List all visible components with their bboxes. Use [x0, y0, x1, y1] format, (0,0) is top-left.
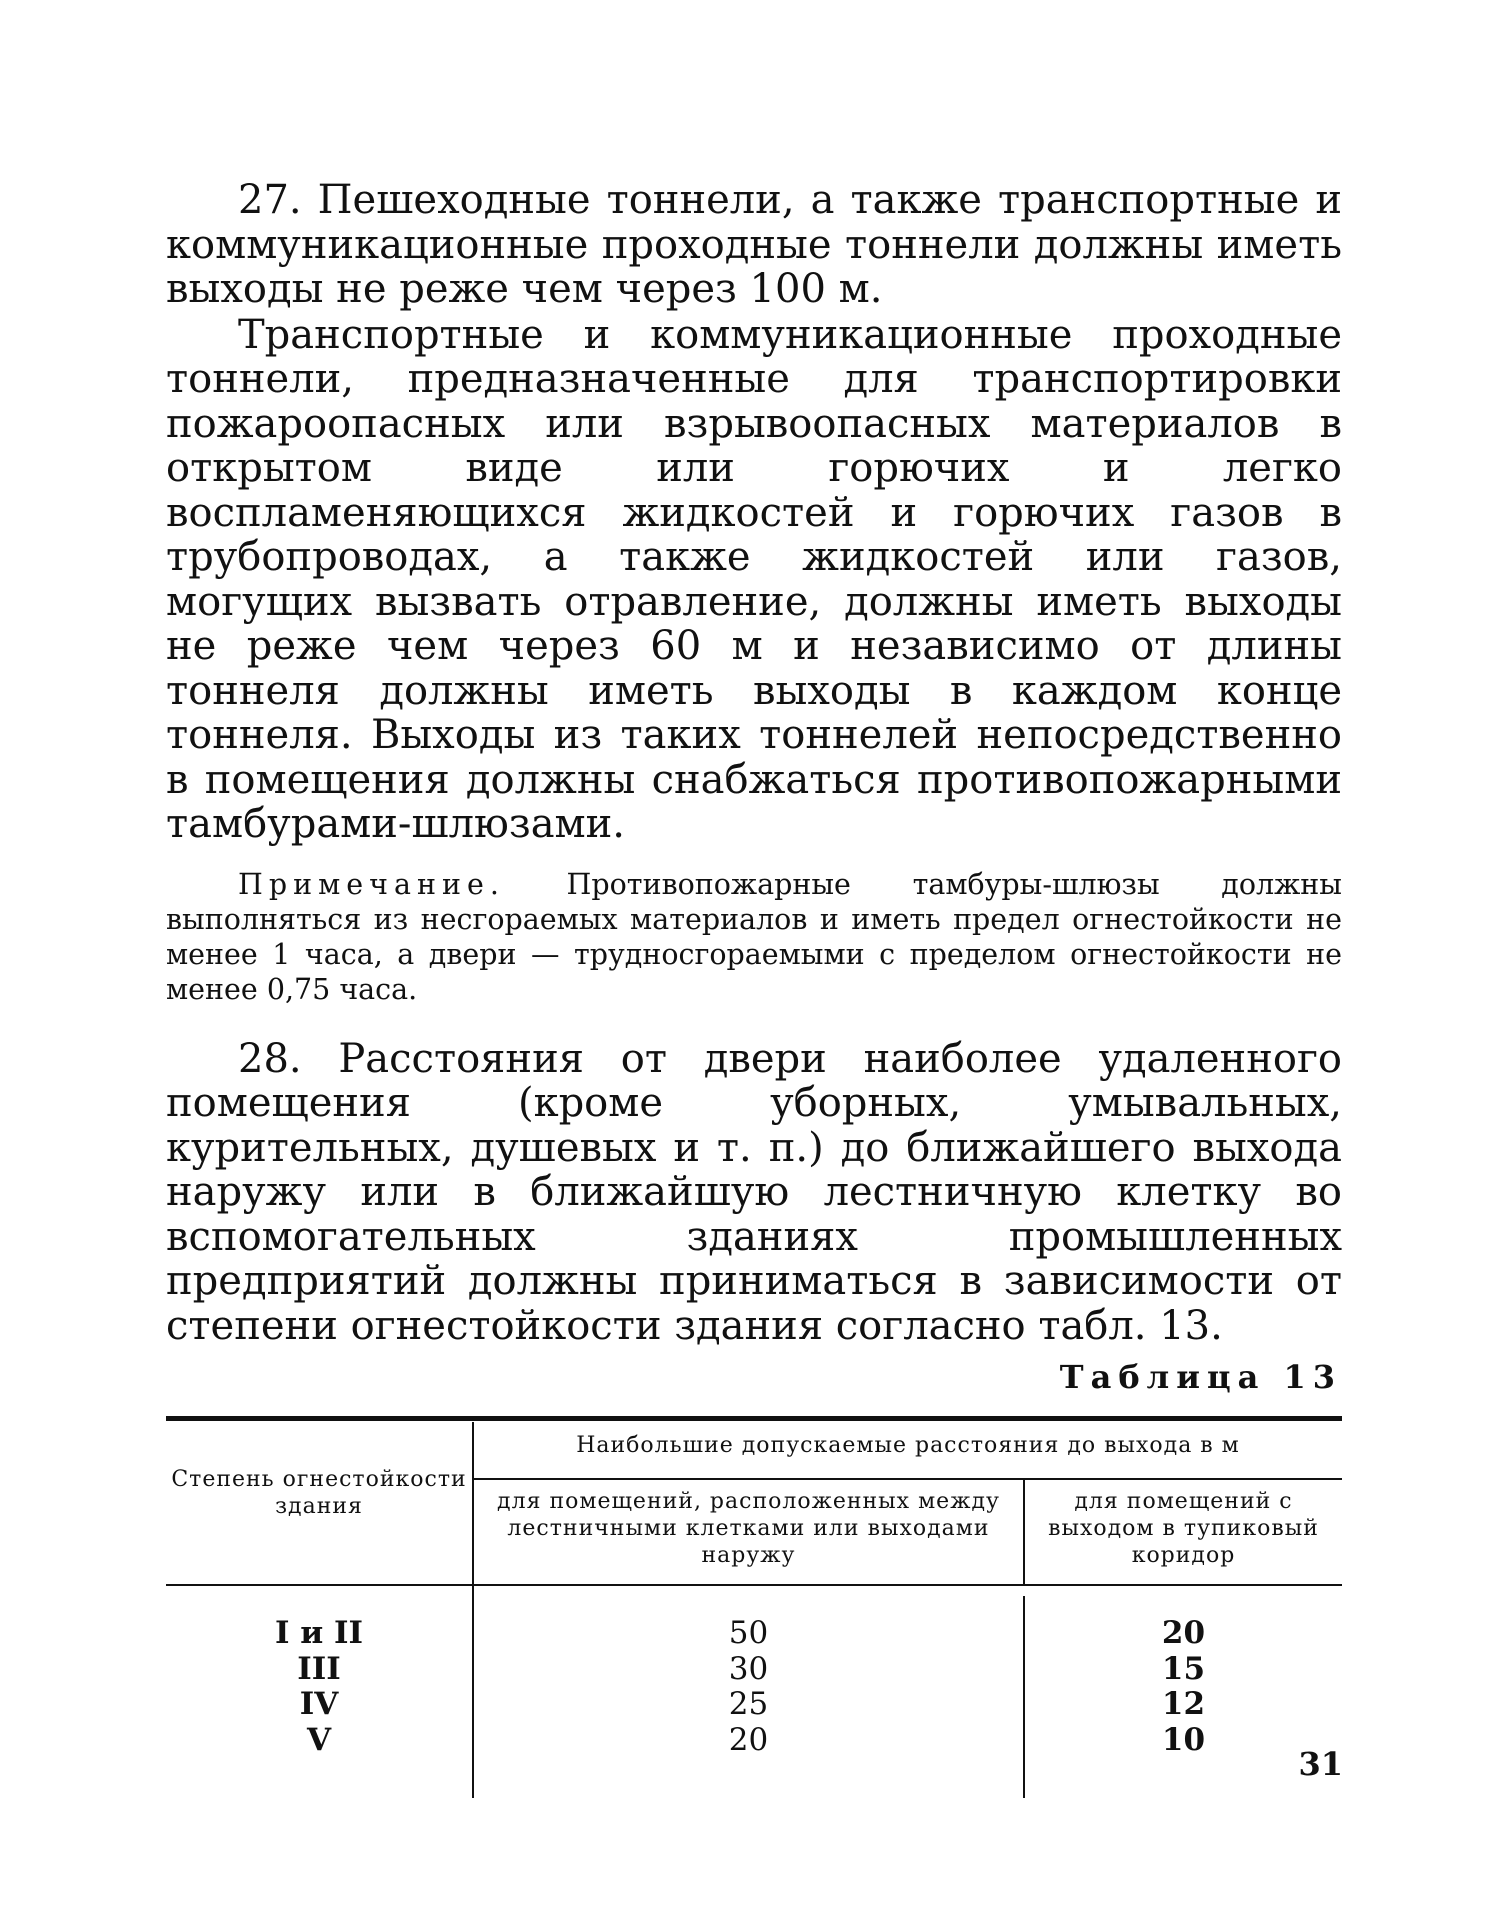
cell-degree: V: [306, 1721, 332, 1758]
cell-deadend: 15: [1161, 1650, 1206, 1687]
cell-degree: III: [297, 1650, 341, 1687]
table-header-rule: [166, 1584, 1342, 1586]
table-body: [166, 1616, 1342, 1758]
cell-between: 30: [728, 1650, 769, 1687]
cell-deadend: 20: [1161, 1615, 1206, 1651]
paragraph-28: 28. Расстояния от двери наиболее удаленного помещения (кроме уборных, умывальных, курительных, душевых и т. п.) до ближайшего выхода наружу или в ближайшую лестничную клетку во вспомогательных зданиях промышленных предприятий должны приниматься в зависимости от степени огнестойкости здания согласно табл. 13.: [166, 1035, 1342, 1349]
note-label: Примечание.: [238, 867, 505, 901]
header-between: для помещений, расположенных между лестничными клетками или выходами наружу: [497, 1489, 1000, 1568]
page-body: [166, 178, 1342, 1798]
header-degree: Степень огнестойкости здания: [171, 1467, 467, 1519]
table-subheader-rule: [472, 1478, 1342, 1480]
cell-degree: IV: [299, 1686, 339, 1722]
table-row: [166, 1687, 1342, 1723]
cell-degree: I и II: [274, 1615, 364, 1651]
table-caption: Таблица 13: [1059, 1358, 1342, 1396]
cell-between: 20: [728, 1721, 769, 1758]
header-span: Наибольшие допускаемые расстояния до выхода в м: [576, 1433, 1240, 1458]
paragraph-27: 27. Пешеходные тоннели, а также транспортные и коммуникационные проходные тоннели должны иметь выходы не реже чем через 100 м.: [166, 177, 1342, 312]
table-top-rule: [166, 1416, 1342, 1421]
table-row: [166, 1616, 1342, 1652]
table-13: [166, 1416, 1342, 1798]
table-row: [166, 1652, 1342, 1688]
note-text: Противопожарные тамбуры-шлюзы должны выполняться из несгораемых материалов и иметь предел огнестойкости не менее 1 часа, а двери — трудносгораемыми с пределом огнестойкости не менее 0,75 часа.: [166, 867, 1342, 1006]
paragraph-27-continued: Транспортные и коммуникационные проходные тоннели, предназначенные для транспортировки пожароопасных или взрывоопасных материалов в открытом виде или горючих и легко воспламеняющихся жидкостей и горючих газов в трубопроводах, а также жидкостей или газов, могущих вызвать отравление, должны иметь выходы не реже чем через 60 м и независимо от длины тоннеля должны иметь выходы в каждом конце тоннеля. Выходы из таких тоннелей непосредственно в помещения должны снабжаться противопожарными тамбурами-шлюзами.: [166, 311, 1342, 847]
cell-deadend: 12: [1161, 1686, 1206, 1722]
note: [166, 867, 1342, 1007]
cell-between: 50: [728, 1615, 769, 1651]
page-number: 31: [1298, 1745, 1343, 1783]
header-deadend: для помещений с выходом в тупиковый коридор: [1048, 1489, 1319, 1568]
cell-between: 25: [728, 1686, 769, 1722]
table-row: [166, 1723, 1342, 1759]
cell-deadend: 10: [1161, 1721, 1206, 1758]
